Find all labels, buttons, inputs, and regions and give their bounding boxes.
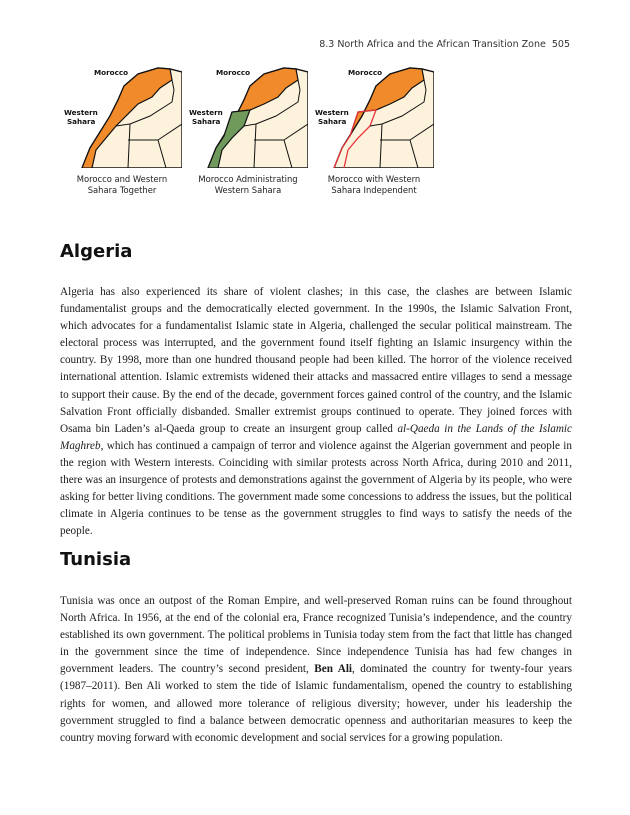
map-panel-together xyxy=(62,64,182,196)
map2-caption-line1: Morocco Administrating xyxy=(198,174,298,184)
map1-caption-line1: Morocco and Western xyxy=(76,174,168,184)
page-number: 505 xyxy=(551,39,570,50)
map2-label-sahara: Sahara xyxy=(192,117,221,126)
paragraph-tunisia xyxy=(60,593,572,747)
map1-caption xyxy=(62,174,182,196)
map3-caption-line2: Sahara Independent xyxy=(331,185,417,195)
map1-caption-line2: Sahara Together xyxy=(87,185,157,195)
map-together xyxy=(62,64,182,168)
tunisia-text-part2: , dominated the country for twenty-four years (1987–2011). Ben Ali worked to stem the tide of Islamic fundamentalism, opened the country to establishing rights for women, and allowed more tolerance of religious diversity; however, under his leadership the government struggled to find a balance between democratic openness and authoritarian measures to keep the country moving forward with economic development and social services for a growing population. xyxy=(60,663,573,744)
map2-caption xyxy=(188,174,308,196)
map-administrating xyxy=(188,64,308,168)
algeria-text-group-name: al-Qaeda in the Lands of the Islamic Maghreb xyxy=(60,422,572,452)
map1-label-sahara: Sahara xyxy=(67,117,96,126)
map2-caption-line2: Western Sahara xyxy=(214,185,282,195)
running-title: 8.3 North Africa and the African Transition Zone xyxy=(319,39,546,50)
algeria-text-part2: , which has continued a campaign of terror and violence against the Algerian government and people in the region with Western interests. Coinciding with similar protests across North Africa, during 2010 and 2011, there was an insurgence of protests and demonstrations against the government of Algeria by its people, who were asking for better living conditions. The government made some concessions to address the issues, but the political climate in Algeria continues to be tense as the government struggles to find ways to satisfy the needs of the people. xyxy=(60,439,572,538)
map-panel-independent xyxy=(314,64,434,196)
map3-caption-line1: Morocco with Western xyxy=(327,174,421,184)
map2-label-morocco: Morocco xyxy=(216,68,251,77)
map-independent xyxy=(314,64,434,168)
map3-label-morocco: Morocco xyxy=(348,68,383,77)
map3-caption xyxy=(314,174,434,196)
map1-label-western: Western xyxy=(64,108,98,117)
running-header xyxy=(319,39,570,50)
western-sahara-maps-figure xyxy=(62,64,452,204)
algeria-text-part1: Algeria has also experienced its share of violent clashes; in this case, the clashes are between Islamic fundamentalist groups and the democratically elected government. In the 1990s, the Islamic Salvation Front, which advocates for a fundamentalist Islamic state in Algeria, challenged the secular political mainstream. The electoral process was interrupted, and the government found itself fighting an Islamic insurgency within the country. By 1998, more than one hundred thousand people had been killed. The horror of the violence received international attention. Islamic extremists widened their attacks and massacred entire villages to send a message to support their cause. By the end of the decade, government forces gained control of the country, and the Islamic Salvation Front officially disbanded. Smaller extremist groups continued to operate. They joined forces with Osama bin Laden’s al-Qaeda group to create an insurgent group called xyxy=(60,286,572,435)
map3-label-western: Western xyxy=(315,108,349,117)
heading-algeria: Algeria xyxy=(60,241,133,262)
tunisia-text-part1: Tunisia was once an outpost of the Roman Empire, and well-preserved Roman ruins can be found throughout North Africa. In 1956, at the end of the colonial era, France recognized Tunisia’s independence, and the country established its own government. The political problems in Tunisia today stem from the fact that little has changed in the government since the time of independence. Since independence Tunisia has had few changes in government leaders. The country’s second president, xyxy=(60,595,572,676)
map2-label-western: Western xyxy=(189,108,223,117)
map-panel-administrating xyxy=(188,64,308,196)
paragraph-algeria xyxy=(60,284,572,540)
tunisia-text-ben-ali: Ben Ali xyxy=(314,663,353,676)
map1-label-morocco: Morocco xyxy=(94,68,129,77)
map3-label-sahara: Sahara xyxy=(318,117,347,126)
heading-tunisia: Tunisia xyxy=(60,549,132,570)
